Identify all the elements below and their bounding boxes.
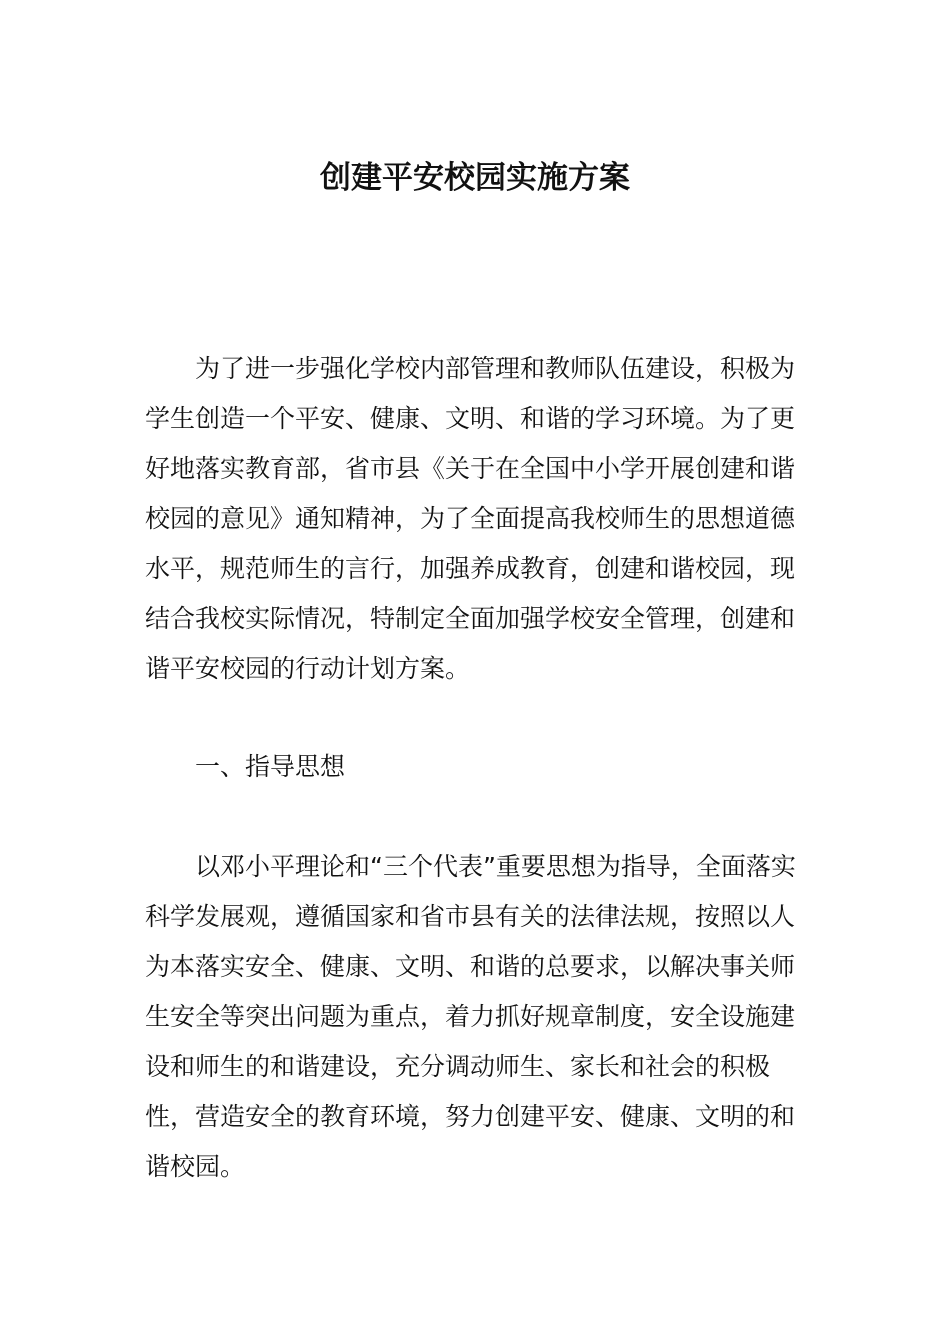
intro-paragraph: 为了进一步强化学校内部管理和教师队伍建设，积极为学生创造一个平安、健康、文明、和谐的学习环境。为了更好地落实教育部，省市县《关于在全国中小学开展创建和谐校园的意见》通知精神，为了全面提高我校师生的思想道德水平，规范师生的言行，加强养成教育，创建和谐校园，现结合我校实际情况，特制定全面加强学校安全管理，创建和谐平安校园的行动计划方案。	[145, 354, 796, 683]
document-title: 创建平安校园实施方案	[320, 160, 630, 196]
section-paragraph: 以邓小平理论和“三个代表”重要思想为指导，全面落实科学发展观，遵循国家和省市县有关的法律法规，按照以人为本落实安全、健康、文明、和谐的总要求，以解决事关师生安全等突出问题为重点，着力抓好规章制度，安全设施建设和师生的和谐建设，充分调动师生、家长和社会的积极性，营造安全的教育环境，努力创建平安、健康、文明的和谐校园。	[145, 852, 796, 1181]
section-heading: 一、指导思想	[195, 752, 346, 781]
